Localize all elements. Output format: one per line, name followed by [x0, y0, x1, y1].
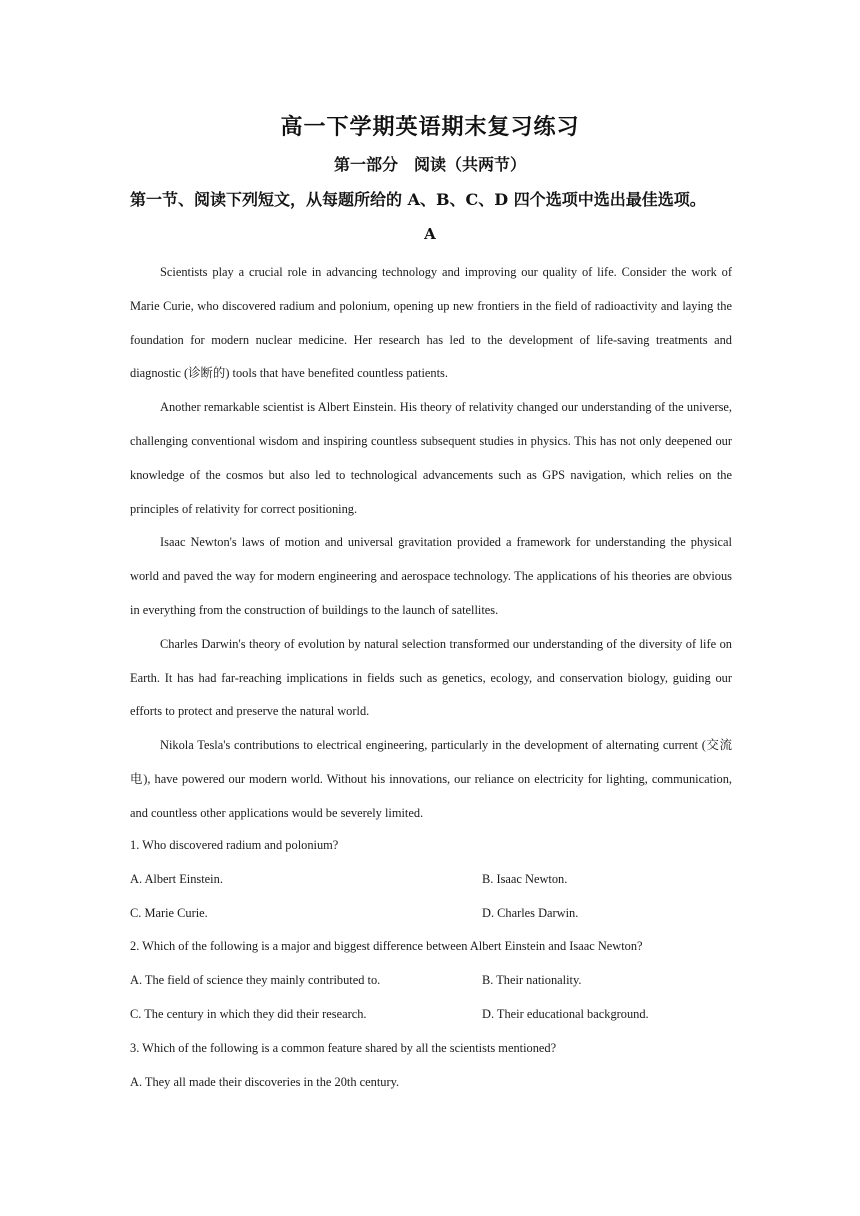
- option-d: D. Their educational background.: [482, 1006, 649, 1021]
- question-stem: 2. Which of the following is a major and biggest difference between Albert Einstein and Isaac Newton?: [130, 939, 643, 954]
- option-row: [130, 964, 732, 998]
- passage-letter: A: [424, 225, 436, 243]
- passage-paragraph: Isaac Newton's laws of motion and universal gravitation provided a framework for understanding the physical world and paved the way for modern engineering and aerospace technology. The applications of his theories are obvious in everything from the construction of buildings to the launch of satellites.: [130, 535, 732, 617]
- option-row: [130, 998, 732, 1032]
- document-title: 高一下学期英语期末复习练习: [280, 114, 580, 140]
- passage-paragraph: Another remarkable scientist is Albert Einstein. His theory of relativity changed our understanding of the universe, challenging conventional wisdom and inspiring countless subsequent studies in physics. This has not only deepened our knowledge of the cosmos but also led to technological advancements such as GPS navigation, which relies on the principles of relativity for correct positioning.: [130, 400, 732, 516]
- option-row: [130, 863, 732, 897]
- passage-paragraph: Charles Darwin's theory of evolution by natural selection transformed our understanding of the diversity of life on Earth. It has had far-reaching implications in fields such as genetics, ecology, and conservation biology, guiding our efforts to protect and preserve the natural world.: [130, 636, 732, 719]
- option-b: B. Isaac Newton.: [482, 871, 568, 886]
- option-a: A. Albert Einstein.: [130, 871, 223, 886]
- option-a: A. They all made their discoveries in the 20th century.: [130, 1074, 400, 1089]
- question-stem: 3. Which of the following is a common feature shared by all the scientists mentioned?: [130, 1040, 557, 1055]
- passage-paragraph: Nikola Tesla's contributions to electrical engineering, particularly in the development of alternating current (交流电), have powered our modern world. Without his innovations, our reliance on electricity for lighting, communication, and countless other applications would be severely limited.: [130, 738, 732, 820]
- option-c: C. The century in which they did their research.: [130, 1006, 367, 1021]
- option-d: D. Charles Darwin.: [482, 905, 579, 920]
- option-a: A. The field of science they mainly contributed to.: [130, 973, 381, 988]
- option-b: B. Their nationality.: [482, 973, 582, 988]
- option-c: C. Marie Curie.: [130, 905, 208, 920]
- part-title: 第一部分 阅读（共两节）: [333, 155, 526, 174]
- section-instructions: 第一节、阅读下列短文，从每题所给的 A、B、C、D 四个选项中选出最佳选项。: [130, 190, 706, 209]
- question-list: [130, 829, 732, 1099]
- passage-paragraph: Scientists play a crucial role in advancing technology and improving our quality of life. Consider the work of Marie Curie, who discovered radium and polonium, opening up new frontiers in the field of radioactivity and laying the foundation for modern nuclear medicine. Her research has led to the development of life-saving treatments and diagnostic (诊断的) tools that have benefited countless patients.: [130, 265, 732, 381]
- reading-passage: [130, 256, 732, 831]
- question-stem: 1. Who discovered radium and polonium?: [130, 838, 339, 852]
- option-row: [130, 897, 732, 931]
